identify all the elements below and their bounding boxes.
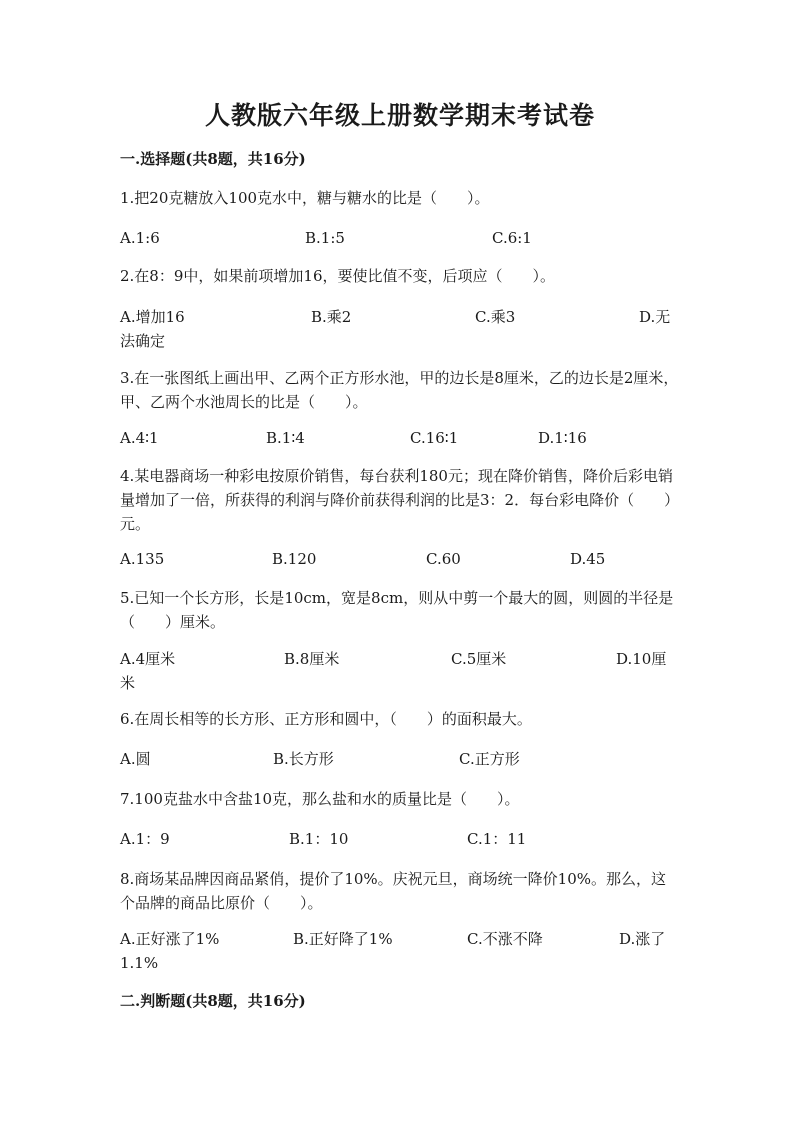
option-a: A.1：9 (120, 830, 170, 848)
option-a: A.135 (120, 550, 165, 568)
option-d: D.无 (639, 308, 671, 326)
option-b: B.长方形 (273, 750, 334, 768)
option-b: B.正好降了1% (293, 930, 393, 948)
option-d-wrap: 1.1% (120, 954, 159, 972)
option-b: B.120 (272, 550, 317, 568)
section-heading-judgment: 二.判断题(共8题，共16分) (120, 992, 306, 1010)
option-c: C.乘3 (475, 308, 516, 326)
question-1: 1.把20克糖放入100克水中，糖与糖水的比是（ ）。 (120, 189, 490, 207)
option-b: B.8厘米 (284, 650, 340, 668)
option-a: A.4厘米 (120, 650, 176, 668)
question-5-options (120, 647, 680, 695)
option-d-wrap: 法确定 (120, 332, 166, 350)
option-d: D.1∶16 (538, 429, 587, 447)
option-b: B.1:5 (305, 229, 345, 247)
option-d: D.45 (570, 550, 606, 568)
question-3: 3.在一张图纸上画出甲、乙两个正方形水池，甲的边长是8厘米，乙的边长是2厘米，甲、乙两个水池周长的比是（ ）。 (120, 369, 679, 411)
section-heading-choice: 一.选择题(共8题，共16分) (120, 150, 306, 168)
option-b: B.1：10 (289, 830, 349, 848)
page-title: 人教版六年级上册数学期末考试卷 (204, 101, 595, 130)
option-a: A.圆 (120, 750, 151, 768)
question-6: 6.在周长相等的长方形、正方形和圆中，（ ）的面积最大。 (120, 710, 532, 728)
question-8: 8.商场某品牌因商品紧俏，提价了10%。庆祝元旦，商场统一降价10%。那么，这个品牌的商品比原价（ ）。 (120, 870, 666, 912)
option-b: B.乘2 (311, 308, 352, 326)
question-7: 7.100克盐水中含盐10克，那么盐和水的质量比是（ ）。 (120, 790, 520, 808)
option-c: C.不涨不降 (467, 930, 543, 948)
option-c: C.6:1 (492, 229, 532, 247)
option-c: C.5厘米 (451, 650, 507, 668)
question-4: 4.某电器商场一种彩电按原价销售，每台获利180元；现在降价销售，降价后彩电销量增加了一倍，所获得的利润与降价前获得利润的比是3：2．每台彩电降价（ ）元。 (120, 467, 680, 533)
option-a: A.增加16 (120, 308, 185, 326)
option-d-wrap: 米 (120, 674, 136, 692)
option-c: C.60 (426, 550, 461, 568)
question-2: 2.在8：9中，如果前项增加16，要使比值不变，后项应（ ）。 (120, 267, 555, 285)
question-8-options (120, 927, 680, 975)
option-c: C.16∶1 (410, 429, 459, 447)
option-c: C.1：11 (467, 830, 527, 848)
option-d: D.10厘 (616, 650, 667, 668)
option-a: A.4∶1 (120, 429, 159, 447)
option-a: A.1:6 (120, 229, 160, 247)
option-d: D.涨了 (619, 930, 666, 948)
option-a: A.正好涨了1% (120, 930, 220, 948)
question-2-options (120, 305, 680, 353)
option-b: B.1∶4 (266, 429, 305, 447)
question-5: 5.已知一个长方形，长是10cm，宽是8cm，则从中剪一个最大的圆，则圆的半径是（ ）厘米。 (120, 589, 674, 631)
option-c: C.正方形 (459, 750, 520, 768)
